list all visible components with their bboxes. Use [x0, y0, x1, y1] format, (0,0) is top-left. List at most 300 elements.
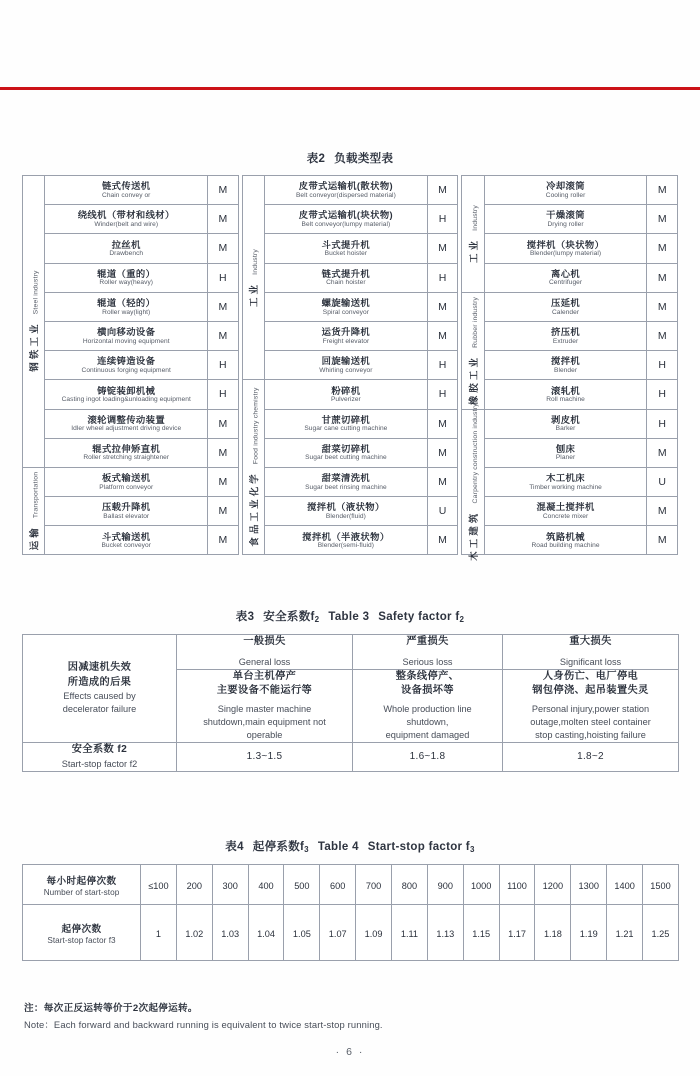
- load-type-value: H: [208, 351, 239, 380]
- load-type-cell: [265, 380, 428, 409]
- factor-header-zh: 安全系数 f2: [71, 743, 128, 755]
- table4-row-header-factor-en: Start-stop factor f3: [47, 935, 116, 945]
- load-type-zh: 离心机: [551, 268, 581, 279]
- loss-detail-en: shutdown,: [406, 717, 449, 728]
- load-type-zh: 链式提升机: [321, 268, 371, 279]
- factor-value: 1.07: [328, 928, 347, 939]
- table4-count-cell: [427, 865, 463, 905]
- table2-title: [22, 150, 678, 166]
- loss-header-en: Serious loss: [402, 656, 453, 667]
- table3-factor-value-3: [503, 742, 679, 771]
- load-type-value: M: [647, 263, 678, 292]
- load-type-value: M: [427, 467, 458, 496]
- factor-value: 1.09: [364, 928, 383, 939]
- group-label-zh: 钢铁工业: [28, 321, 40, 373]
- load-type-cell: [484, 292, 647, 321]
- table4-factor-cell: [212, 905, 248, 961]
- loss-header-zh: 严重损失: [406, 636, 449, 647]
- footnote: [24, 1000, 684, 1031]
- load-type-zh: 斗式提升机: [321, 239, 371, 250]
- load-type-zh: 滚轧机: [551, 385, 581, 396]
- load-type-zh: 横向移动设备: [97, 327, 156, 338]
- count-value: 600: [330, 880, 346, 891]
- table-row: [23, 497, 678, 526]
- load-type-en: Concrete mixer: [542, 512, 589, 520]
- table4-count-cell: [141, 865, 177, 905]
- load-type-value: M: [647, 234, 678, 263]
- load-type-zh: 板式输送机: [101, 473, 151, 484]
- factor-value: 1.6~1.8: [409, 751, 446, 763]
- page-number: · 6 ·: [335, 1046, 365, 1058]
- load-type-value: U: [427, 497, 458, 526]
- table-row: [23, 263, 678, 292]
- header-rule: [0, 87, 700, 90]
- loss-header-en: Significant loss: [559, 656, 622, 667]
- load-type-value: H: [427, 351, 458, 380]
- table4-factor-cell: [607, 905, 643, 961]
- loss-detail-en: operable: [246, 729, 283, 740]
- table4-title-en-subscript: 3: [469, 845, 475, 854]
- count-value: 1300: [578, 880, 599, 891]
- load-type-en: Blender(semi-fluid): [317, 542, 375, 550]
- load-type-cell: [265, 497, 428, 526]
- load-type-en: Belt conveyor(lumpy material): [301, 220, 391, 228]
- loss-detail-zh: 钢包停浇、起吊装置失灵: [532, 685, 649, 697]
- table4-factor-cell: [535, 905, 571, 961]
- load-type-value: M: [208, 176, 239, 205]
- group-label-cell: [23, 176, 45, 468]
- load-type-en: Blender(lumpy material): [529, 250, 602, 258]
- load-type-value: U: [647, 467, 678, 496]
- load-type-value: M: [427, 409, 458, 438]
- load-type-value: M: [647, 526, 678, 555]
- load-type-en: Barker: [555, 425, 576, 433]
- load-type-zh: 冷却滚筒: [546, 181, 585, 192]
- load-type-cell: [265, 176, 428, 205]
- table4-factor-cell: [176, 905, 212, 961]
- group-label-en: Industry: [472, 204, 479, 231]
- load-type-cell: [484, 205, 647, 234]
- factor-value: 1.19: [579, 928, 598, 939]
- loss-header-zh: 一般损失: [243, 636, 286, 647]
- load-type-en: Whirling conveyor: [319, 366, 373, 374]
- table3-row-header-effects: [23, 635, 177, 743]
- load-type-zh: 拉丝机: [111, 239, 141, 250]
- footnote-en: Note：Each forward and backward running is equivalent to twice start-stop running.: [24, 1019, 383, 1030]
- group-label-cell: [242, 176, 264, 380]
- group-label-en: Industry: [252, 248, 260, 275]
- load-type-zh: 皮带式运输机(块状物): [298, 210, 394, 221]
- group-label-zh: 橡胶工业: [468, 354, 480, 405]
- load-type-cell: [45, 321, 208, 350]
- table-row: [23, 234, 678, 263]
- table4-count-cell: [571, 865, 607, 905]
- load-type-cell: [484, 234, 647, 263]
- table2-section: [22, 150, 678, 561]
- load-type-cell: [45, 234, 208, 263]
- factor-value: 1.13: [436, 928, 455, 939]
- load-type-en: Extruder: [552, 337, 579, 345]
- table4-factor-cell: [284, 905, 320, 961]
- load-type-cell: [265, 526, 428, 555]
- load-type-zh: 混凝土搅拌机: [536, 502, 595, 513]
- load-type-cell: [45, 351, 208, 380]
- table2-load-type-table: [22, 175, 678, 561]
- load-type-cell: [484, 321, 647, 350]
- load-type-value: M: [647, 176, 678, 205]
- load-type-value: M: [208, 205, 239, 234]
- load-type-value: M: [208, 409, 239, 438]
- load-type-en: Centrifuger: [548, 279, 583, 287]
- load-type-zh: 辊道（重的）: [97, 268, 156, 279]
- count-value: 1200: [542, 880, 564, 891]
- factor-value: 1: [155, 928, 161, 939]
- table3-title-en-subscript: 2: [459, 615, 465, 624]
- table-row: [23, 205, 678, 234]
- load-type-en: Cooling roller: [545, 191, 586, 199]
- load-type-value: H: [647, 380, 678, 409]
- table4-title-en-number: Table 4: [317, 841, 359, 853]
- count-value: 1400: [614, 880, 635, 891]
- table3-title: [22, 608, 678, 624]
- load-type-en: Continuous forging equipment: [81, 366, 171, 374]
- table4-count-cell: [248, 865, 284, 905]
- table4-factor-cell: [463, 905, 499, 961]
- count-value: 900: [437, 880, 453, 891]
- load-type-en: Road building machine: [531, 542, 600, 550]
- load-type-cell: [45, 497, 208, 526]
- load-type-en: Roller stretching straightener: [83, 454, 170, 462]
- table4-title-zh-subscript: 3: [304, 845, 309, 854]
- count-value: 500: [294, 880, 310, 891]
- factor-value: 1.05: [292, 928, 311, 939]
- table4-title-number: 表4: [225, 841, 244, 853]
- loss-detail-zh: 整条线停产、: [395, 670, 460, 682]
- count-value: 800: [401, 880, 418, 891]
- table2-title-number: 表2: [306, 153, 326, 165]
- loss-detail-en: Personal injury,power station: [531, 704, 650, 715]
- load-type-en: Platform conveyor: [99, 483, 154, 491]
- load-type-zh: 甜菜切碎机: [321, 443, 371, 454]
- factor-value: 1.04: [257, 928, 275, 939]
- load-type-value: M: [208, 292, 239, 321]
- load-type-value: H: [647, 409, 678, 438]
- load-type-zh: 木工机床: [546, 473, 585, 484]
- count-value: 400: [258, 880, 274, 891]
- load-type-value: M: [427, 526, 458, 555]
- load-type-en: Ballast elevator: [103, 512, 150, 520]
- effects-zh-line1: 因减速机失效: [67, 661, 132, 673]
- group-label-cell: [23, 467, 45, 555]
- group-label-en: Transportation: [32, 471, 40, 519]
- load-type-en: Planer: [555, 454, 576, 462]
- table4-factor-cell: [392, 905, 428, 961]
- table-row: [23, 526, 678, 555]
- count-value: 300: [222, 880, 238, 891]
- table4-factor-cell: [499, 905, 535, 961]
- load-type-zh: 刨床: [555, 443, 576, 454]
- load-type-cell: [265, 321, 428, 350]
- table-row: [23, 321, 678, 350]
- group-label-zh: 运输: [28, 525, 40, 551]
- load-type-cell: [45, 176, 208, 205]
- load-type-cell: [484, 497, 647, 526]
- table3-row-header-factor: [23, 742, 177, 771]
- effects-en-line1: Effects caused by: [63, 691, 136, 702]
- loss-detail-en: stop casting,hoisting failure: [535, 729, 646, 740]
- load-type-en: Blender(fluid): [325, 512, 366, 520]
- load-type-zh: 斗式输送机: [101, 531, 151, 542]
- load-type-cell: [484, 176, 647, 205]
- load-type-value: M: [427, 438, 458, 467]
- load-type-en: Pulverizer: [330, 396, 361, 404]
- factor-value: 1.8~2: [577, 751, 604, 763]
- table-row: [23, 292, 678, 321]
- table3-loss-header-2: [353, 635, 503, 670]
- table4-count-cell: [176, 865, 212, 905]
- load-type-en: Timber working machine: [529, 483, 602, 491]
- table4-count-cell: [535, 865, 571, 905]
- count-value: 200: [186, 880, 202, 891]
- loss-detail-en: Whole production line: [383, 704, 472, 715]
- load-type-cell: [484, 380, 647, 409]
- load-type-en: Horizontal moving equipment: [82, 337, 170, 345]
- load-type-en: Chain convey or: [102, 191, 151, 199]
- table4-title-en: Start-stop factor f: [367, 841, 470, 853]
- load-type-zh: 螺旋输送机: [321, 298, 371, 309]
- load-type-cell: [265, 263, 428, 292]
- loss-header-zh: 重大损失: [569, 636, 612, 647]
- load-type-zh: 搅拌机: [551, 356, 581, 367]
- count-value: 1000: [470, 880, 492, 891]
- factor-value: 1.15: [472, 928, 491, 939]
- load-type-value: M: [208, 467, 239, 496]
- table3-loss-detail-3: [503, 669, 679, 742]
- table-row: [23, 635, 679, 670]
- table4-count-cell: [499, 865, 535, 905]
- effects-zh-line2: 所造成的后果: [67, 676, 132, 688]
- group-label-cell: [462, 403, 484, 561]
- load-type-value: H: [208, 380, 239, 409]
- factor-value: 1.11: [400, 928, 419, 939]
- load-type-cell: [484, 263, 647, 292]
- load-type-cell: [265, 438, 428, 467]
- load-type-zh: 滚轮调整传动装置: [87, 414, 166, 425]
- load-type-cell: [484, 409, 647, 438]
- table4-count-cell: [284, 865, 320, 905]
- load-type-cell: [484, 467, 647, 496]
- table-row: [23, 905, 679, 961]
- load-type-en: Idler wheel adjustment driving device: [71, 425, 182, 433]
- loss-detail-zh: 设备损坏等: [401, 685, 454, 697]
- load-type-value: M: [208, 321, 239, 350]
- load-type-zh: 铸锭装卸机械: [97, 385, 156, 396]
- loss-header-en: General loss: [238, 656, 291, 667]
- load-type-value: M: [208, 526, 239, 555]
- count-value: 1500: [650, 880, 671, 891]
- factor-value: 1.18: [543, 928, 562, 939]
- load-type-en: Roller way(heavy): [99, 279, 154, 287]
- load-type-zh: 干燥滚筒: [546, 210, 585, 221]
- table4-row-header-factor: [23, 905, 141, 961]
- table3-title-number: 表3: [235, 611, 255, 623]
- factor-value: 1.25: [651, 928, 670, 939]
- factor-header-en: Start-stop factor f2: [61, 758, 138, 769]
- table-row: [23, 438, 678, 467]
- table4-count-cell: [607, 865, 643, 905]
- table3-loss-detail-1: [177, 669, 353, 742]
- load-type-en: Blender: [554, 366, 578, 374]
- table3-safety-factor-table: [22, 634, 679, 772]
- load-type-cell: [45, 263, 208, 292]
- table4-count-cell: [463, 865, 499, 905]
- group-label-en: Rubber industry: [472, 296, 480, 348]
- table3-title-en-number: Table 3: [328, 611, 370, 623]
- table4-count-cell: [320, 865, 356, 905]
- load-type-value: M: [647, 497, 678, 526]
- factor-value: 1.02: [185, 928, 204, 939]
- table2-title-text: 负载类型表: [334, 153, 394, 165]
- table3-factor-value-2: [353, 742, 503, 771]
- loss-detail-zh: 人身伤亡、电厂停电: [542, 670, 639, 682]
- table-row: [23, 409, 678, 438]
- load-type-value: M: [208, 438, 239, 467]
- load-type-en: Casting ingot loading&unloading equipment: [61, 396, 191, 404]
- load-type-en: Sugar beet cutting machine: [305, 454, 387, 462]
- load-type-value: M: [427, 176, 458, 205]
- load-type-en: Roll machine: [546, 396, 585, 404]
- group-label-en: Food industry chemistry: [252, 387, 260, 465]
- table4-row-header-factor-zh: 起停次数: [61, 923, 102, 935]
- table4-factor-cell: [571, 905, 607, 961]
- load-type-zh: 压载升降机: [101, 502, 151, 513]
- factor-value: 1.21: [615, 928, 634, 939]
- table4-count-cell: [212, 865, 248, 905]
- load-type-zh: 搅拌机（半液状物）: [302, 531, 390, 542]
- table3-section: [22, 608, 678, 772]
- table4-row-header-counts-zh: 每小时起停次数: [46, 875, 117, 887]
- table4-count-cell: [643, 865, 679, 905]
- table4-factor-cell: [356, 905, 392, 961]
- table-row: [23, 176, 678, 205]
- load-type-en: Roller way(light): [102, 308, 151, 316]
- load-type-zh: 运货升降机: [321, 327, 371, 338]
- load-type-zh: 甜菜清洗机: [321, 473, 371, 484]
- table4-section: [22, 838, 678, 961]
- table4-title-zh: 起停系数f: [252, 841, 305, 853]
- table-row: [23, 351, 678, 380]
- load-type-value: H: [208, 263, 239, 292]
- group-label-cell: [462, 292, 484, 409]
- loss-detail-en: equipment damaged: [385, 729, 470, 740]
- table4-row-header-counts: [23, 865, 141, 905]
- load-type-value: M: [208, 234, 239, 263]
- load-type-zh: 剥皮机: [551, 414, 581, 425]
- count-value: 1100: [507, 880, 527, 891]
- load-type-zh: 辊式拉伸矫直机: [92, 443, 161, 454]
- load-type-en: Calender: [551, 308, 580, 316]
- load-type-value: H: [647, 351, 678, 380]
- load-type-zh: 搅拌机（块状物）: [526, 239, 605, 250]
- load-type-zh: 筑路机械: [546, 531, 585, 542]
- load-type-value: M: [647, 438, 678, 467]
- table4-title: [22, 838, 678, 854]
- table4-factor-cell: [248, 905, 284, 961]
- table4-count-cell: [356, 865, 392, 905]
- group-label-zh: 食品工业化学: [248, 471, 260, 547]
- load-type-value: H: [427, 263, 458, 292]
- table-row: [23, 467, 678, 496]
- loss-detail-en: outage,molten steel container: [530, 717, 651, 728]
- table-row: [23, 742, 679, 771]
- load-type-en: Winder(belt and wire): [94, 220, 159, 228]
- load-type-value: H: [427, 205, 458, 234]
- group-label-zh: 工业: [468, 237, 479, 263]
- count-value: 700: [365, 880, 382, 891]
- table-row: [23, 380, 678, 409]
- load-type-cell: [265, 351, 428, 380]
- table4-start-stop-factor-table: [22, 864, 679, 961]
- load-type-en: Bucket hoister: [324, 250, 368, 258]
- load-type-zh: 回旋输送机: [321, 356, 371, 367]
- load-type-zh: 链式传送机: [101, 181, 151, 192]
- load-type-zh: 搅拌机（液状物）: [307, 502, 385, 513]
- table3-title-zh-subscript: 2: [314, 615, 320, 624]
- table3-loss-header-1: [177, 635, 353, 670]
- load-type-en: Drying roller: [547, 220, 584, 228]
- load-type-zh: 甘蔗切碎机: [321, 414, 371, 425]
- load-type-cell: [45, 409, 208, 438]
- load-type-en: Belt conveyor(dispersed material): [295, 191, 396, 199]
- load-type-cell: [265, 409, 428, 438]
- group-label-en: Steel industry: [32, 270, 40, 315]
- group-label-cell: [242, 380, 264, 555]
- load-type-cell: [45, 467, 208, 496]
- table3-loss-detail-2: [353, 669, 503, 742]
- load-type-en: Sugar cane cutting machine: [304, 425, 388, 433]
- load-type-cell: [484, 526, 647, 555]
- factor-value: 1.3~1.5: [246, 751, 283, 763]
- load-type-zh: 绕线机（带材和线材）: [77, 210, 175, 221]
- load-type-value: M: [208, 497, 239, 526]
- load-type-cell: [265, 467, 428, 496]
- table3-factor-value-1: [177, 742, 353, 771]
- load-type-en: Freight elevator: [322, 337, 370, 345]
- load-type-zh: 压延机: [551, 298, 581, 309]
- load-type-cell: [484, 351, 647, 380]
- load-type-zh: 粉碎机: [331, 385, 361, 396]
- load-type-value: H: [427, 380, 458, 409]
- count-value: ≤100: [148, 880, 169, 891]
- load-type-value: M: [647, 292, 678, 321]
- load-type-cell: [45, 380, 208, 409]
- table4-factor-cell: [141, 905, 177, 961]
- table4-row-header-counts-en: Number of start-stop: [43, 887, 120, 897]
- group-label-cell: [462, 176, 484, 293]
- load-type-cell: [265, 234, 428, 263]
- group-label-zh: 工业: [248, 281, 260, 307]
- load-type-zh: 挤压机: [551, 327, 581, 338]
- load-type-cell: [484, 438, 647, 467]
- load-type-value: M: [427, 292, 458, 321]
- load-type-cell: [265, 292, 428, 321]
- load-type-cell: [45, 438, 208, 467]
- table4-factor-cell: [320, 905, 356, 961]
- footnote-zh: 注：每次正反运转等价于2次起停运转。: [24, 1003, 198, 1014]
- table3-loss-header-3: [503, 635, 679, 670]
- load-type-en: Drawbench: [109, 250, 144, 258]
- load-type-en: Sugar beet rinsing machine: [305, 483, 387, 491]
